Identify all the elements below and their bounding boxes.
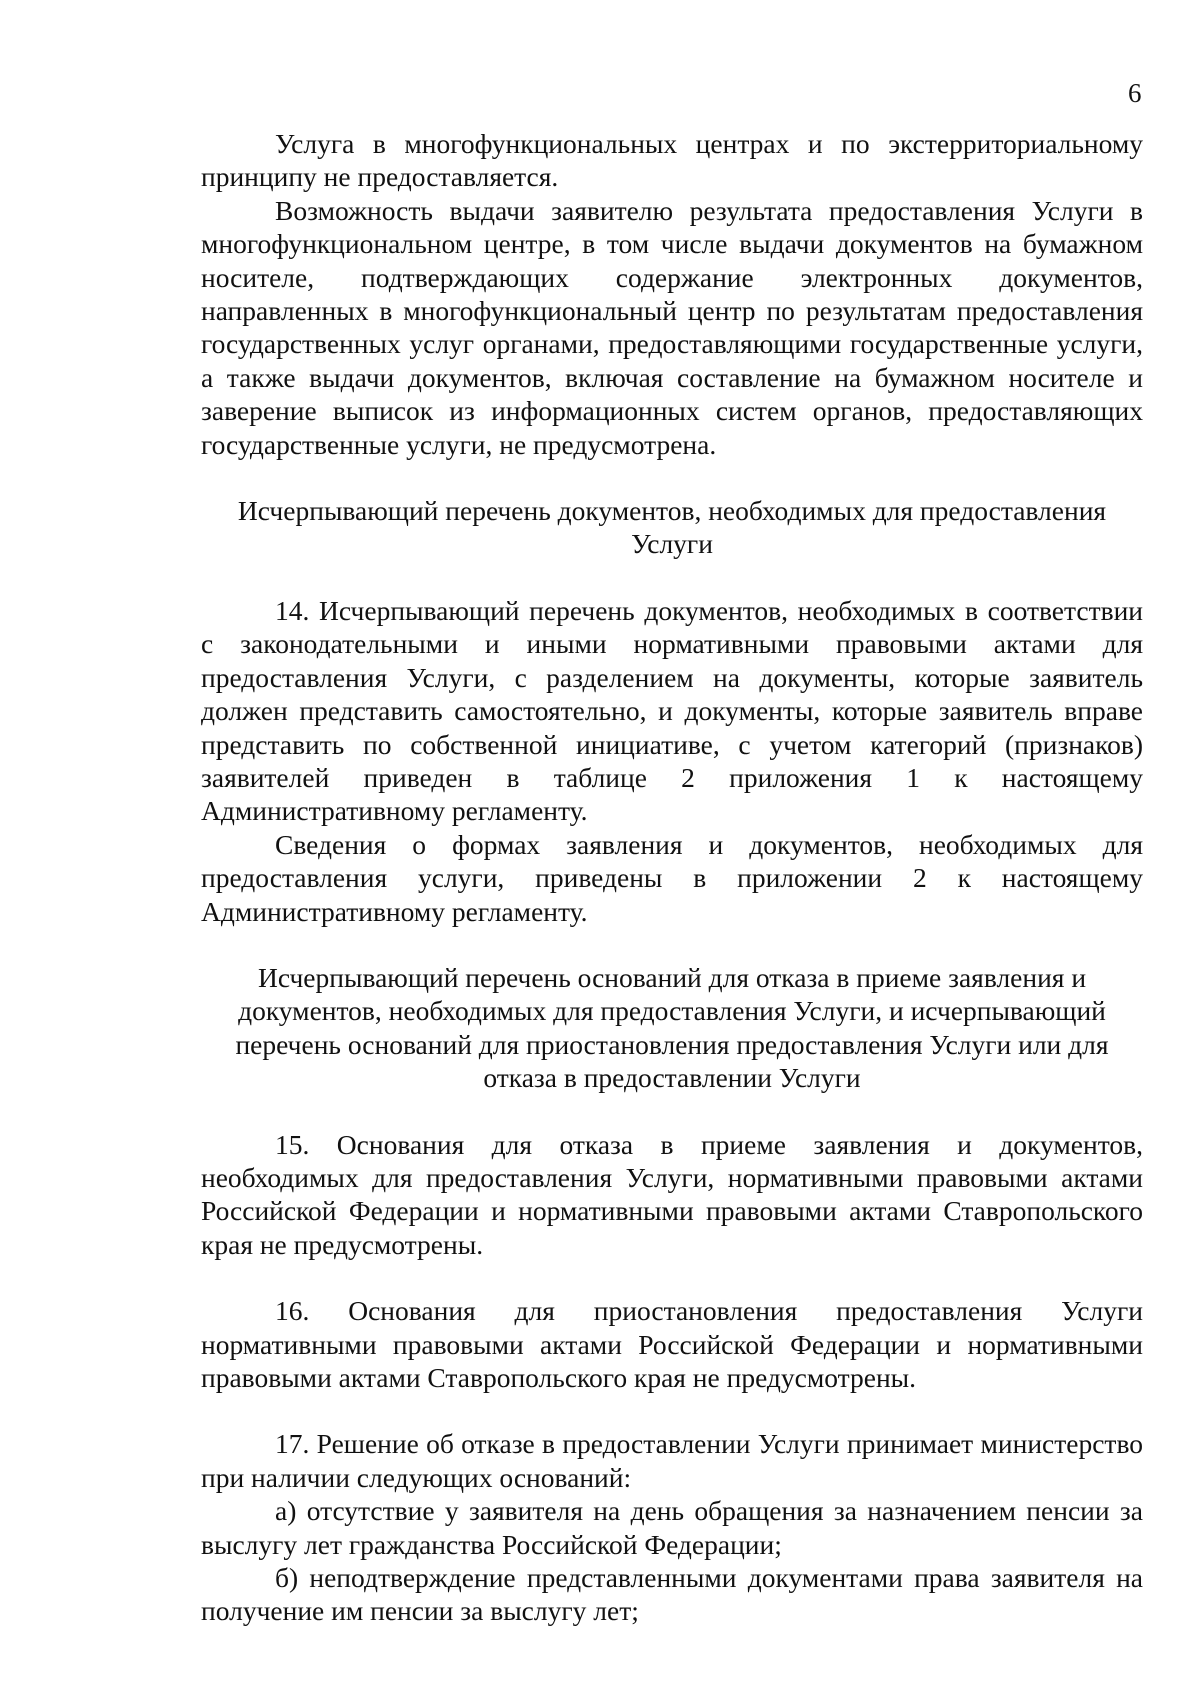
paragraph-forms-info: Сведения о формах заявления и документов, необходимых для предоставления услуги, приведены в приложении 2 к настоящему Административному регламенту. [201,828,1143,927]
paragraph-mfc-result-issuance: Возможность выдачи заявителю результата предоставления Услуги в многофункциональном центре, в том числе выдачи документов на бумажном носителе, подтверждающих содержание электронных документов, направленных в многофункциональный центр по результатам предоставления государственных услуг органами, предоставляющими государственные услуги, а также выдачи документов, включая составление на бумажном носителе и заверение выписок из информационных систем органов, предоставляющих государственные услуги, не предусмотрена. [201,194,1143,460]
paragraph-17-item-b: б) неподтверждение представленными документами права заявителя на получение им пенсии за выслугу лет; [201,1562,1143,1627]
page-number: 6 [1128,78,1142,108]
paragraph-17-item-a: а) отсутствие у заявителя на день обращения за назначением пенсии за выслугу лет гражданства Российской Федерации; [201,1495,1143,1560]
paragraph-14: 14. Исчерпывающий перечень документов, необходимых в соответствии с законодательными и иными нормативными правовыми актами для предоставления Услуги, с разделением на документы, которые заявитель должен представить самостоятельно, и документы, которые заявитель вправе представить по собственной инициативе, с учетом категорий (признаков) заявителей приведен в таблице 2 приложения 1 к настоящему Административному регламенту. [201,594,1143,827]
document-body [201,127,1143,1628]
paragraph-17-intro: 17. Решение об отказе в предоставлении Услуги принимает министерство при наличии следующих оснований: [201,1428,1143,1493]
paragraph-mfc-not-provided: Услуга в многофункциональных центрах и по экстерриториальному принципу не предоставляется. [201,128,1143,193]
paragraph-16: 16. Основания для приостановления предоставления Услуги нормативными правовыми актами Российской Федерации и нормативными правовыми актами Ставропольского края не предусмотрены. [201,1295,1143,1393]
paragraph-15: 15. Основания для отказа в приеме заявления и документов, необходимых для предоставления Услуги, нормативными правовыми актами Российской Федерации и нормативными правовыми актами Ставропольского края не предусмотрены. [201,1128,1143,1260]
section-heading-documents: Исчерпывающий перечень документов, необходимых для предоставления Услуги [237,495,1107,560]
section-heading-refusal-grounds: Исчерпывающий перечень оснований для отказа в приеме заявления и документов, необходимых для предоставления Услуги, и исчерпывающий перечень оснований для приостановления предоставления Услуги или для отказа в предоставлении Услуги [235,961,1109,1094]
